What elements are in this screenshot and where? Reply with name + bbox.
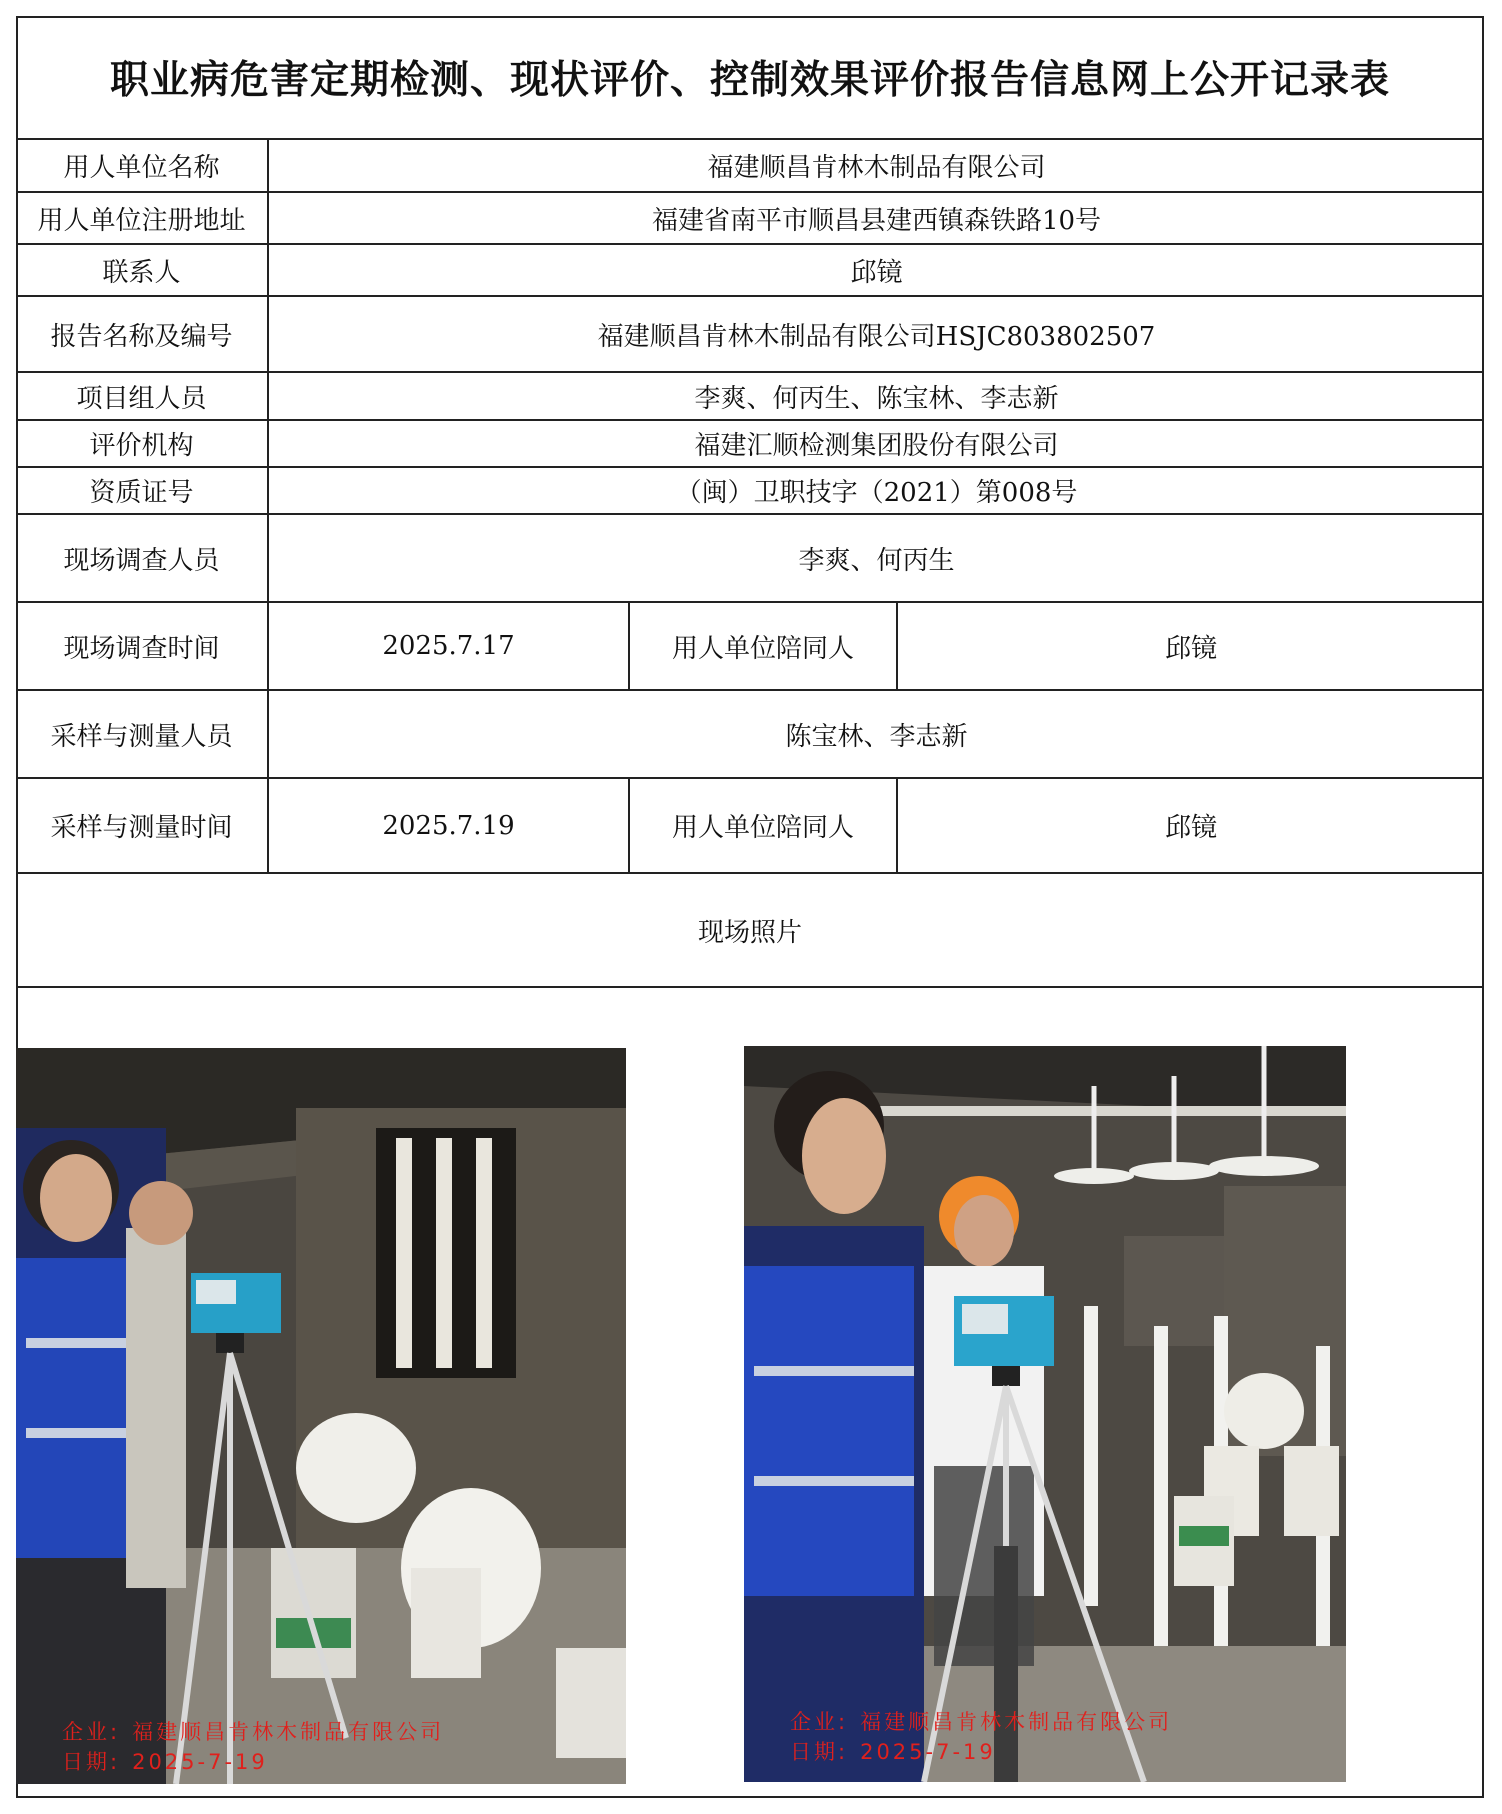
- site-photo-1-image: [16, 1048, 626, 1784]
- table-row: [16, 192, 1484, 244]
- page-title: 职业病危害定期检测、现状评价、控制效果评价报告信息网上公开记录表: [16, 16, 1484, 140]
- contact-value: 邱镜: [268, 244, 1484, 296]
- table-row: [16, 690, 1484, 778]
- photo-2-date: 2025-7-19: [860, 1740, 996, 1764]
- employer-name-label: 用人单位名称: [16, 140, 268, 192]
- photo-1-company-watermark: [62, 1716, 444, 1746]
- survey-staff-label: 现场调查人员: [16, 514, 268, 602]
- photo-2-date-watermark: [790, 1736, 996, 1766]
- survey-time-value: 2025.7.17: [268, 602, 629, 690]
- photo-1-company-key: 企业:: [62, 1720, 121, 1744]
- report-value: 福建顺昌肯林木制品有限公司HSJC803802507: [268, 296, 1484, 372]
- info-table: [16, 140, 1484, 988]
- site-photo-2-image: [744, 1046, 1346, 1782]
- contact-label: 联系人: [16, 244, 268, 296]
- sampling-time-value: 2025.7.19: [268, 778, 629, 873]
- photo-1-date: 2025-7-19: [132, 1750, 268, 1774]
- photos-heading: 现场照片: [16, 873, 1484, 987]
- employer-address-value: 福建省南平市顺昌县建西镇森铁路10号: [268, 192, 1484, 244]
- survey-escort-value: 邱镜: [897, 602, 1484, 690]
- photo-2-date-key: 日期:: [790, 1740, 849, 1764]
- table-row: [16, 602, 1484, 690]
- table-row: [16, 778, 1484, 873]
- site-photo-2: [744, 1046, 1346, 1782]
- sampling-staff-label: 采样与测量人员: [16, 690, 268, 778]
- photo-2-company-watermark: [790, 1706, 1172, 1736]
- cert-value: （闽）卫职技字（2021）第008号: [268, 467, 1484, 514]
- sampling-staff-value: 陈宝林、李志新: [268, 690, 1484, 778]
- photo-1-company: 福建顺昌肯林木制品有限公司: [132, 1720, 445, 1744]
- cert-label: 资质证号: [16, 467, 268, 514]
- employer-address-label: 用人单位注册地址: [16, 192, 268, 244]
- survey-staff-value: 李爽、何丙生: [268, 514, 1484, 602]
- team-label: 项目组人员: [16, 372, 268, 420]
- survey-time-label: 现场调查时间: [16, 602, 268, 690]
- table-row: [16, 420, 1484, 467]
- photo-1-date-key: 日期:: [62, 1750, 121, 1774]
- employer-name-value: 福建顺昌肯林木制品有限公司: [268, 140, 1484, 192]
- agency-value: 福建汇顺检测集团股份有限公司: [268, 420, 1484, 467]
- table-row: [16, 873, 1484, 987]
- table-row: [16, 467, 1484, 514]
- table-row: [16, 244, 1484, 296]
- table-row: [16, 514, 1484, 602]
- survey-escort-label: 用人单位陪同人: [629, 602, 897, 690]
- table-row: [16, 140, 1484, 192]
- sampling-escort-value: 邱镜: [897, 778, 1484, 873]
- photo-2-company: 福建顺昌肯林木制品有限公司: [860, 1710, 1173, 1734]
- photo-2-company-key: 企业:: [790, 1710, 849, 1734]
- table-row: [16, 372, 1484, 420]
- report-label: 报告名称及编号: [16, 296, 268, 372]
- agency-label: 评价机构: [16, 420, 268, 467]
- photo-1-date-watermark: [62, 1746, 268, 1776]
- site-photo-1: [16, 1048, 626, 1784]
- sampling-escort-label: 用人单位陪同人: [629, 778, 897, 873]
- team-value: 李爽、何丙生、陈宝林、李志新: [268, 372, 1484, 420]
- table-row: [16, 296, 1484, 372]
- sampling-time-label: 采样与测量时间: [16, 778, 268, 873]
